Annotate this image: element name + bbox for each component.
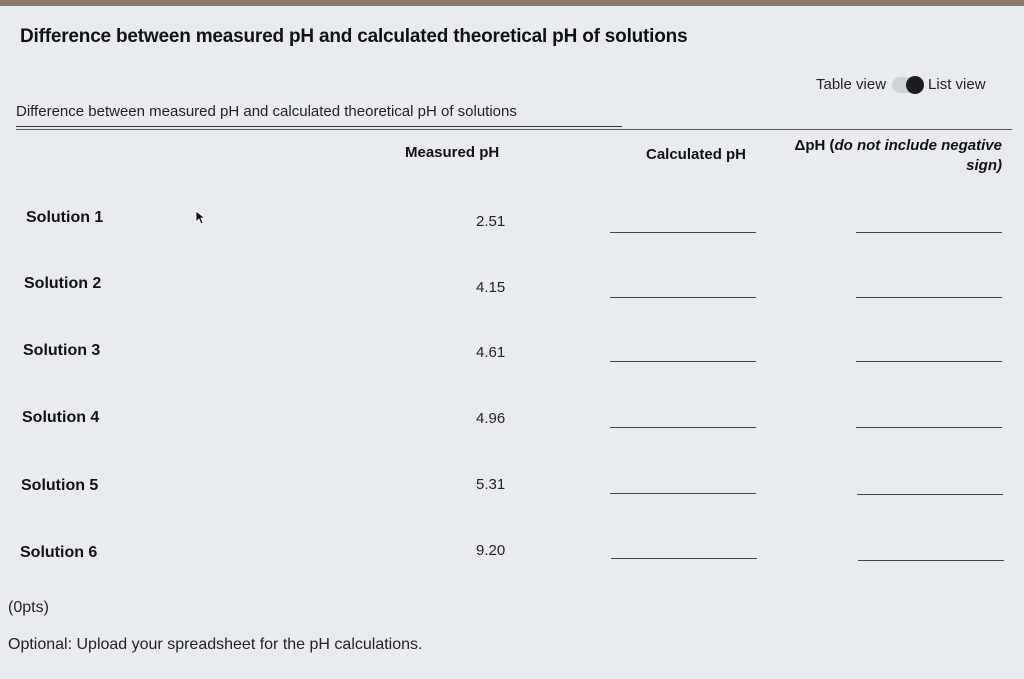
row-label-solution-6: Solution 6	[20, 544, 98, 561]
view-toggle[interactable]	[816, 76, 986, 93]
delta-ph-input-solution-3[interactable]	[856, 339, 1002, 362]
optional-upload-prompt: Optional: Upload your spreadsheet for the pH calculations.	[8, 636, 423, 653]
table-view-label[interactable]: Table view	[816, 76, 887, 93]
measured-ph-solution-2: 4.15	[476, 279, 506, 296]
toggle-knob[interactable]	[906, 76, 924, 94]
calculated-ph-input-solution-1[interactable]	[610, 210, 756, 233]
row-label-solution-3: Solution 3	[23, 342, 101, 359]
window-top-edge	[0, 0, 1024, 6]
mouse-pointer-icon	[195, 210, 207, 226]
column-header-delta-ph	[772, 136, 1002, 176]
calculated-ph-input-solution-2[interactable]	[610, 275, 756, 298]
measured-ph-solution-4: 4.96	[476, 410, 506, 427]
toggle-switch-icon[interactable]	[892, 77, 922, 93]
calculated-ph-input-solution-4[interactable]	[610, 405, 756, 428]
calculated-ph-input-solution-3[interactable]	[610, 339, 756, 362]
row-label-solution-1: Solution 1	[26, 209, 104, 226]
delta-header-italic: do not include negative	[834, 137, 1002, 154]
measured-ph-solution-1: 2.51	[476, 213, 506, 230]
caption-underline	[16, 126, 622, 127]
column-header-calculated-ph: Calculated pH	[646, 146, 747, 163]
column-header-measured-ph: Measured pH	[405, 144, 500, 161]
delta-header-prefix: ΔpH (	[794, 137, 835, 154]
row-label-solution-5: Solution 5	[21, 477, 99, 494]
delta-ph-input-solution-6[interactable]	[858, 538, 1004, 561]
delta-ph-input-solution-4[interactable]	[856, 405, 1002, 428]
measured-ph-solution-5: 5.31	[476, 476, 506, 493]
list-view-label[interactable]: List view	[928, 76, 986, 93]
table-header-divider	[16, 129, 1012, 130]
delta-ph-input-solution-2[interactable]	[856, 275, 1002, 298]
points-label: (0pts)	[8, 599, 49, 616]
calculated-ph-input-solution-5[interactable]	[610, 471, 756, 494]
measured-ph-solution-3: 4.61	[476, 344, 506, 361]
delta-header-suffix: sign)	[966, 157, 1002, 174]
calculated-ph-input-solution-6[interactable]	[611, 536, 757, 559]
table-caption: Difference between measured pH and calculated theoretical pH of solutions	[16, 103, 517, 120]
delta-ph-input-solution-5[interactable]	[857, 472, 1003, 495]
page-title: Difference between measured pH and calculated theoretical pH of solutions	[20, 26, 688, 47]
row-label-solution-2: Solution 2	[24, 275, 102, 292]
row-label-solution-4: Solution 4	[22, 409, 100, 426]
delta-ph-input-solution-1[interactable]	[856, 210, 1002, 233]
measured-ph-solution-6: 9.20	[476, 542, 506, 559]
